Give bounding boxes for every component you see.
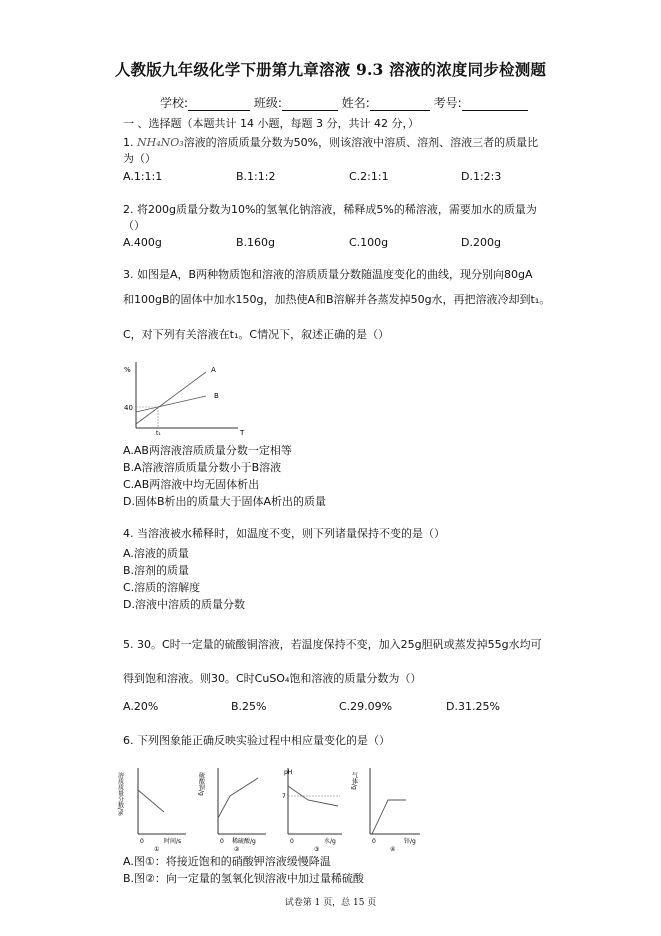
graph-4-curve <box>372 800 406 834</box>
question-6-text: 6. 下列图象能正确反映实验过程中相应量变化的是（） <box>123 734 390 747</box>
q2-option-d[interactable]: D.200g <box>461 236 501 249</box>
question-1-line-2: 为（） <box>123 152 156 165</box>
question-5-line-2: 得到饱和溶液。则30。C时CuSO₄饱和溶液的质量分数为（） <box>123 672 422 685</box>
q1-option-a[interactable]: A.1:1:1 <box>123 170 163 183</box>
graph-1-origin: 0 <box>140 838 144 845</box>
question-3-line-3: C，对下列有关溶液在t₁。C情况下，叙述正确的是（） <box>123 328 390 341</box>
school-blank[interactable] <box>188 98 250 111</box>
question-3-line-2: 和100gB的固体中加水150g，加热使A和B溶解并各蒸发掉50g水，再把溶液冷却到t₁。 <box>123 293 551 306</box>
graph-2 <box>198 768 267 853</box>
question-3-line-1: 3. 如图是A，B两种物质饱和溶液的溶质质量分数随温度变化的曲线，现分别向80gA <box>123 268 533 281</box>
exam-no-blank[interactable] <box>462 98 528 111</box>
q5-option-a[interactable]: A.20% <box>123 700 159 713</box>
graph-3-y-label: pH <box>284 769 293 776</box>
graph-3-origin: 0 <box>290 838 294 845</box>
q5-option-c[interactable]: C.29.09% <box>339 700 393 713</box>
graph-2-origin: 0 <box>220 838 224 845</box>
graph-4-y-label: 气体/g <box>350 772 358 790</box>
class-label: 班级: <box>253 96 282 110</box>
q1-option-b[interactable]: B.1:1:2 <box>236 170 276 183</box>
q3-option-b[interactable]: B.A溶液溶质质量分数小于B溶液 <box>123 461 282 474</box>
graph-4 <box>351 768 421 853</box>
q4-option-d[interactable]: D.溶液中溶质的质量分数 <box>123 598 245 611</box>
graph-1-y-label: 溶质质量分数/% <box>116 772 124 816</box>
q4-option-c[interactable]: C.溶质的溶解度 <box>123 581 201 594</box>
graph-3 <box>282 768 342 853</box>
chart-y-tick: 40 <box>124 404 133 412</box>
line-b-label: B <box>214 392 219 400</box>
question-1-text: 溶液的溶质质量分数为50%，则该溶液中溶质、溶剂、溶液三者的质量比 <box>183 136 539 149</box>
page-footer: 试卷第 1 页，总 15 页 <box>284 898 377 908</box>
question-4-text: 4. 当溶液被水稀释时，如温度不变，则下列诸量保持不变的是（） <box>123 527 445 540</box>
graph-2-caption: ② <box>234 846 240 853</box>
class-blank[interactable] <box>282 98 338 111</box>
graph-2-curve <box>218 778 258 818</box>
q2-option-c[interactable]: C.100g <box>349 236 389 249</box>
question-1-formula: NH₄NO₃ <box>137 136 184 149</box>
graph-2-y-label: 硫酸钡/g <box>197 772 205 796</box>
graph-4-x-label: 锌/g <box>404 838 416 845</box>
line-a-label: A <box>211 366 216 374</box>
graph-4-origin: 0 <box>372 838 376 845</box>
q6-option-b[interactable]: B.图②：向一定量的氢氧化钡溶液中加过量稀硫酸 <box>123 872 364 885</box>
q4-option-a[interactable]: A.溶液的质量 <box>123 547 189 560</box>
q5-option-d[interactable]: D.31.25% <box>446 700 500 713</box>
question-2-line-1: 2. 将200g质量分数为10%的氢氧化钠溶液，稀释成5%的稀溶液，需要加水的质量为 <box>123 203 537 216</box>
q3-option-c[interactable]: C.AB两溶液中均无固体析出 <box>123 478 260 491</box>
graph-1-curve <box>138 790 164 812</box>
graph-1-x-label: 时间/s <box>164 838 182 845</box>
q1-option-d[interactable]: D.1:2:3 <box>461 170 502 183</box>
q3-option-a[interactable]: A.AB两溶液溶质质量分数一定相等 <box>123 444 292 457</box>
q3-option-d[interactable]: D.固体B析出的质量大于固体A析出的质量 <box>123 495 327 508</box>
q4-option-b[interactable]: B.溶剂的质量 <box>123 564 190 577</box>
section-heading: 一 、选择题（本题共计 14 小题，每题 3 分，共计 42 分，） <box>123 117 419 130</box>
graph-1 <box>117 768 187 853</box>
chart-y-label: % <box>124 366 131 374</box>
solubility-chart <box>118 358 258 440</box>
q6-option-a[interactable]: A.图①：将接近饱和的硝酸钾溶液缓慢降温 <box>123 855 331 868</box>
question-1-line-1 <box>123 136 538 150</box>
q6-graphs <box>118 762 428 852</box>
question-2-line-2: （） <box>123 219 145 232</box>
page-title: 人教版九年级化学下册第九章溶液 9.3 溶液的浓度同步检测题 <box>114 60 547 79</box>
graph-4-caption: ④ <box>390 846 396 853</box>
q5-option-b[interactable]: B.25% <box>231 700 267 713</box>
school-label: 学校: <box>160 96 189 110</box>
graph-3-x-label: 水/g <box>324 838 336 845</box>
chart-x-tick: t₁ <box>156 430 161 437</box>
q2-option-b[interactable]: B.160g <box>236 236 276 249</box>
student-info <box>160 94 528 111</box>
graph-1-caption: ① <box>154 846 160 853</box>
question-5-line-1: 5. 30。C时一定量的硫酸铜溶液，若温度保持不变，加入25g胆矾或蒸发掉55g水均可 <box>123 638 542 651</box>
graph-2-x-label: 稀硫酸/g <box>232 838 256 845</box>
graph-3-tick: 7 <box>282 793 286 800</box>
exam-no-label: 考号: <box>433 96 462 110</box>
q2-option-a[interactable]: A.400g <box>123 236 162 249</box>
graph-3-caption: ③ <box>314 846 320 853</box>
name-blank[interactable] <box>370 98 430 111</box>
q1-option-c[interactable]: C.2:1:1 <box>349 170 389 183</box>
question-1-number: 1. <box>123 136 134 149</box>
chart-x-label: T <box>240 429 245 437</box>
name-label: 姓名: <box>341 96 370 110</box>
